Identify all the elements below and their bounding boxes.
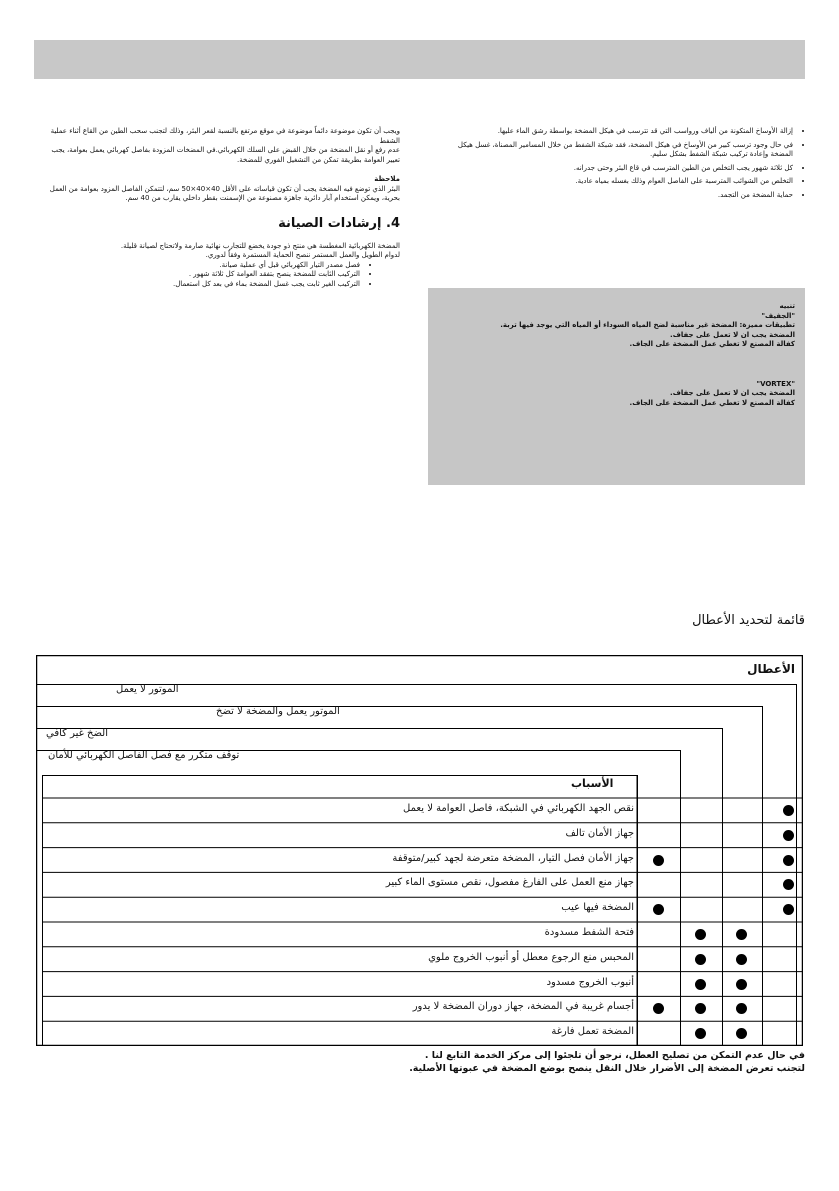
cause-text: فتحة الشفط مسدودة	[544, 927, 634, 938]
fault-mark-dot	[783, 805, 794, 816]
model1-line: تطبيقات مميزة: المضخة غير مناسبة لضخ المياه السوداء أو المياه التي يوجد فيها تربة.	[500, 321, 795, 329]
troubleshooting-title: قائمة لتحديد الأعطال	[692, 613, 805, 628]
intro-paragraph-2: عدم رفع أو نقل المضخة من خلال القبض على السلك الكهربائي.في المضخات المزودة بفاصل كهربائي يعمل بعوامة، يجب تعيير العوامة بطريقة تمكن من التشغيل الفوري للمضخة.	[51, 146, 400, 164]
fault-mark-dot	[695, 1003, 706, 1014]
footer-line-1: في حال عدم التمكن من تصليح العطل، نرجو أن تلجئوا إلى مركز الخدمة التابع لنا .	[424, 1050, 805, 1061]
fault-mark-dot	[695, 1028, 706, 1039]
fault-label: الضخ غير كافي	[46, 728, 108, 739]
cause-text: أجسام غريبة في المضخة، جهاز دوران المضخة لا يدور	[412, 1001, 634, 1013]
list-item: • التخلص من الشوائب المترسبة على الفاصل العوام وذلك بغسله بمياه عادية.	[435, 177, 793, 187]
left-column	[40, 127, 400, 289]
fault-mark-dot	[783, 855, 794, 866]
cause-text: جهاز الأمان تالف	[565, 827, 634, 839]
list-item: • فصل مصدر التيار الكهربائي قبل أي عملية صيانة.	[40, 261, 360, 271]
footer-note	[409, 1049, 805, 1075]
fault-mark-dot	[695, 979, 706, 990]
fault-mark-dot	[736, 929, 747, 940]
cause-text: المضخة فيها عيب	[561, 902, 634, 914]
causes-header: الأسباب	[571, 777, 614, 790]
list-item: • كل ثلاثة شهور يجب التخلص من الطين المترسب في قاع البئر وحتى جدرانه.	[435, 164, 793, 174]
warning-box	[428, 288, 805, 485]
fault-label: الموتور لا يعمل	[116, 684, 179, 695]
fault-mark-dot	[653, 904, 664, 915]
list-item: • حماية المضخة من التجمد.	[435, 191, 793, 201]
model2-name: "VORTEX"	[756, 379, 795, 388]
maintenance-paragraph-1: المضخة الكهربائية المغطسة هي منتج ذو جودة يخضع للتجارب نهائية صارمة ولاتحتاج لصيانة قليلة.	[120, 241, 400, 250]
model2-line: المضخة يجب ان لا تعمل على جفاف.	[670, 389, 795, 397]
cause-text: المحبس منع الرجوع معطل أو أنبوب الخروج ملوي	[428, 951, 634, 963]
fault-mark-dot	[736, 979, 747, 990]
note-text: البئر الذي توضع فيه المضخة يجب أن تكون قياساته على الأقل 40×40×50 سم، لتتمكن الفاصل المزود بعوامة من العمل بحرية، ويمكن استخدام آبار دائرية جاهزة مصنوعة من الإسمنت بقطر داخلي يقارب من 40 سم.	[49, 184, 400, 202]
fault-mark-dot	[736, 1028, 747, 1039]
intro-paragraph-1: ويجب أن تكون موضوعة دائماً موضوعة في موقع مرتفع بالنسبة لقعر البئر، وذلك لتجنب سحب الطين من القاع أثناء عملية الشفط	[50, 127, 400, 145]
fault-label: توقف متكرر مع فصل الفاصل الكهربائي للأمان	[48, 750, 240, 761]
cause-text: جهاز الأمان فصل التيار، المضخة متعرضة لجهد كبير/متوقفة	[392, 852, 634, 864]
list-item: • في حال وجود ترسب كبير من الأوساخ في هيكل المضخة، فقد شبكة الشفط من خلال المسامير المصناة، غسل هيكل المضخة وإعادة تركيب شبكة الشفط بشكل سليم.	[435, 141, 793, 160]
list-item: • إزالة الأوساخ المتكونة من ألياف ورواسب التي قد تترسب في هيكل المضخة بواسطة رشق الماء عليها.	[435, 127, 793, 137]
section-heading: 4. إرشادات الصيانة	[278, 215, 400, 231]
cause-text: جهاز منع العمل على الفارغ مفصول، نقص مستوى الماء كبير	[385, 877, 634, 889]
right-column	[435, 127, 805, 204]
table-grid	[36, 655, 803, 1046]
list-item: • التركيب الثابت للمضخة ينصح بتفقد العوامة كل ثلاثة شهور .	[40, 270, 360, 280]
model2-line: كفالة المصنع لا تغطي عمل المضخة على الجاف.	[629, 398, 795, 407]
header-bar	[34, 40, 805, 79]
cleaning-list	[435, 127, 805, 200]
fault-label: الموتور يعمل والمضخة لا تضخ	[216, 706, 340, 717]
model1-line: كفالة المصنع لا تغطي عمل المضخة على الجاف.	[629, 340, 795, 348]
fault-mark-dot	[695, 929, 706, 940]
fault-mark-dot	[736, 1003, 747, 1014]
footer-line-2: لتجنب تعرض المضخة إلى الأضرار خلال النقل ينصح بوضع المضخة في عبوتها الأصلية.	[409, 1063, 805, 1074]
list-item: • التركيب الغير ثابت يجب غسل المضخة بماء في بعد كل استعمال.	[40, 280, 360, 290]
cause-text: نقص الجهد الكهربائي في الشبكة، فاصل العوامة لا يعمل	[403, 803, 634, 814]
warning-title: تنبيه	[779, 302, 795, 310]
fault-mark-dot	[695, 954, 706, 965]
fault-mark-dot	[783, 879, 794, 890]
fault-mark-dot	[653, 1003, 664, 1014]
note-title: ملاحظة	[374, 175, 400, 183]
faults-header: الأعطال	[747, 662, 795, 676]
cause-text: أنبوب الخروج مسدود	[546, 976, 634, 988]
model1-name: "الجفيف"	[761, 311, 795, 320]
maintenance-paragraph-2: لدوام الطويل والعمل المستمر ننصح الحماية المستمرة وفقاً لدوري.	[205, 251, 400, 259]
model1-line: المضخة يجب ان لا تعمل على جفاف.	[670, 330, 795, 339]
fault-mark-dot	[653, 855, 664, 866]
troubleshooting-table	[36, 655, 803, 1046]
cause-text: المضخة تعمل فارغة	[551, 1026, 634, 1038]
fault-mark-dot	[783, 904, 794, 915]
maintenance-list	[40, 261, 400, 290]
fault-mark-dot	[736, 954, 747, 965]
fault-mark-dot	[783, 830, 794, 841]
